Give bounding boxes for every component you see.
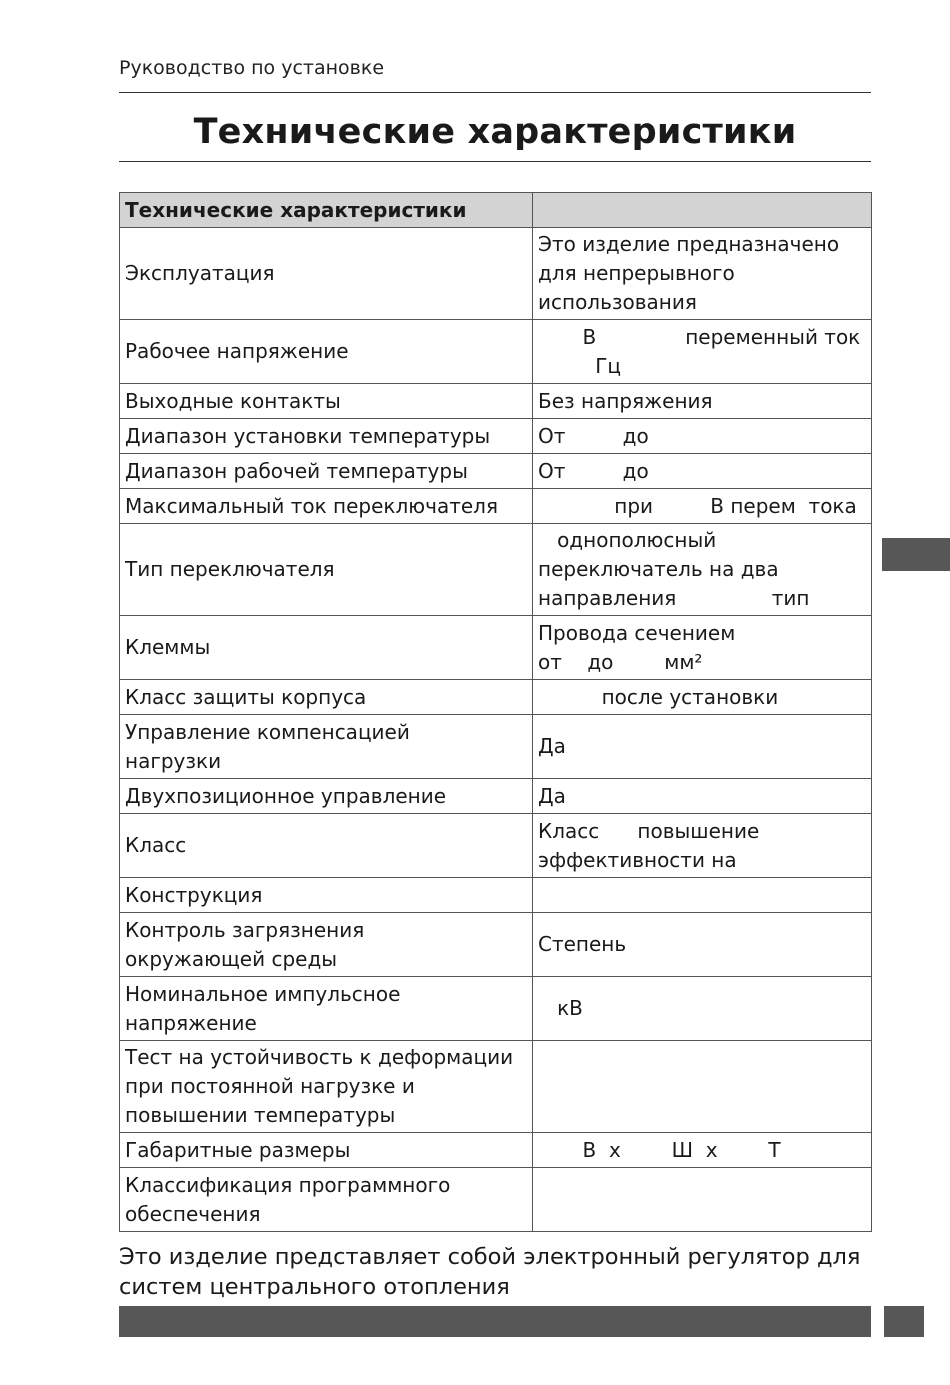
spec-label: Номинальное импульсное напряжение: [120, 977, 533, 1041]
table-row: [120, 228, 872, 320]
spec-value: [533, 1041, 872, 1133]
spec-value: Это изделие предназначено для непрерывного использования: [533, 228, 872, 320]
spec-label: Габаритные размеры: [120, 1133, 533, 1168]
title-rule: [119, 161, 871, 162]
table-row: [120, 878, 872, 913]
table-row: [120, 814, 872, 878]
spec-value: Класс повышение эффективности на: [533, 814, 872, 878]
table-header-cell: Технические характеристики: [120, 193, 533, 228]
spec-label: Клеммы: [120, 616, 533, 680]
spec-value: Без напряжения: [533, 384, 872, 419]
table-row: [120, 1168, 872, 1232]
table-row: [120, 779, 872, 814]
spec-value: при В перем тока: [533, 489, 872, 524]
spec-label: Класс защиты корпуса: [120, 680, 533, 715]
table-row: [120, 489, 872, 524]
spec-value: В х Ш х Т: [533, 1133, 872, 1168]
table-row: [120, 320, 872, 384]
page-title: Технические характеристики: [193, 112, 797, 152]
spec-label: Диапазон установки температуры: [120, 419, 533, 454]
header-rule: [119, 92, 871, 93]
table-row: [120, 913, 872, 977]
spec-value: однополюсный переключатель на два направления тип: [533, 524, 872, 616]
footer-note: Это изделие представляет собой электронный регулятор для систем центрального отопления: [119, 1244, 861, 1300]
spec-value: после установки: [533, 680, 872, 715]
table-row: [120, 977, 872, 1041]
spec-value: [533, 1168, 872, 1232]
table-row: [120, 715, 872, 779]
spec-label: Тест на устойчивость к деформации при постоянной нагрузке и повышении температуры: [120, 1041, 533, 1133]
table-row: [120, 454, 872, 489]
section-edge-tab: [882, 538, 950, 571]
table-row: [120, 616, 872, 680]
spec-label: Классификация программного обеспечения: [120, 1168, 533, 1232]
spec-label: Максимальный ток переключателя: [120, 489, 533, 524]
spec-value: Да: [533, 779, 872, 814]
table-row: [120, 524, 872, 616]
spec-label: Управление компенсацией нагрузки: [120, 715, 533, 779]
table-row: [120, 419, 872, 454]
spec-value: В переменный ток Гц: [533, 320, 872, 384]
table-row: [120, 680, 872, 715]
table-row: [120, 384, 872, 419]
spec-table: [119, 192, 872, 1232]
spec-label: Класс: [120, 814, 533, 878]
page-number-tab: [884, 1306, 924, 1337]
table-row: [120, 1133, 872, 1168]
spec-label: Эксплуатация: [120, 228, 533, 320]
spec-value: Провода сечением от до мм²: [533, 616, 872, 680]
spec-value: Степень: [533, 913, 872, 977]
footer-bar: [119, 1306, 871, 1337]
spec-value: От до: [533, 419, 872, 454]
spec-label: Двухпозиционное управление: [120, 779, 533, 814]
running-header: Руководство по установке: [119, 57, 385, 79]
spec-label: Контроль загрязнения окружающей среды: [120, 913, 533, 977]
spec-label: Диапазон рабочей температуры: [120, 454, 533, 489]
spec-label: Рабочее напряжение: [120, 320, 533, 384]
table-header-cell: [533, 193, 872, 228]
table-header-row: [120, 193, 872, 228]
spec-value: [533, 878, 872, 913]
spec-label: Тип переключателя: [120, 524, 533, 616]
table-row: [120, 1041, 872, 1133]
spec-label: Конструкция: [120, 878, 533, 913]
spec-value: От до: [533, 454, 872, 489]
spec-value: кВ: [533, 977, 872, 1041]
spec-value: Да: [533, 715, 872, 779]
spec-label: Выходные контакты: [120, 384, 533, 419]
